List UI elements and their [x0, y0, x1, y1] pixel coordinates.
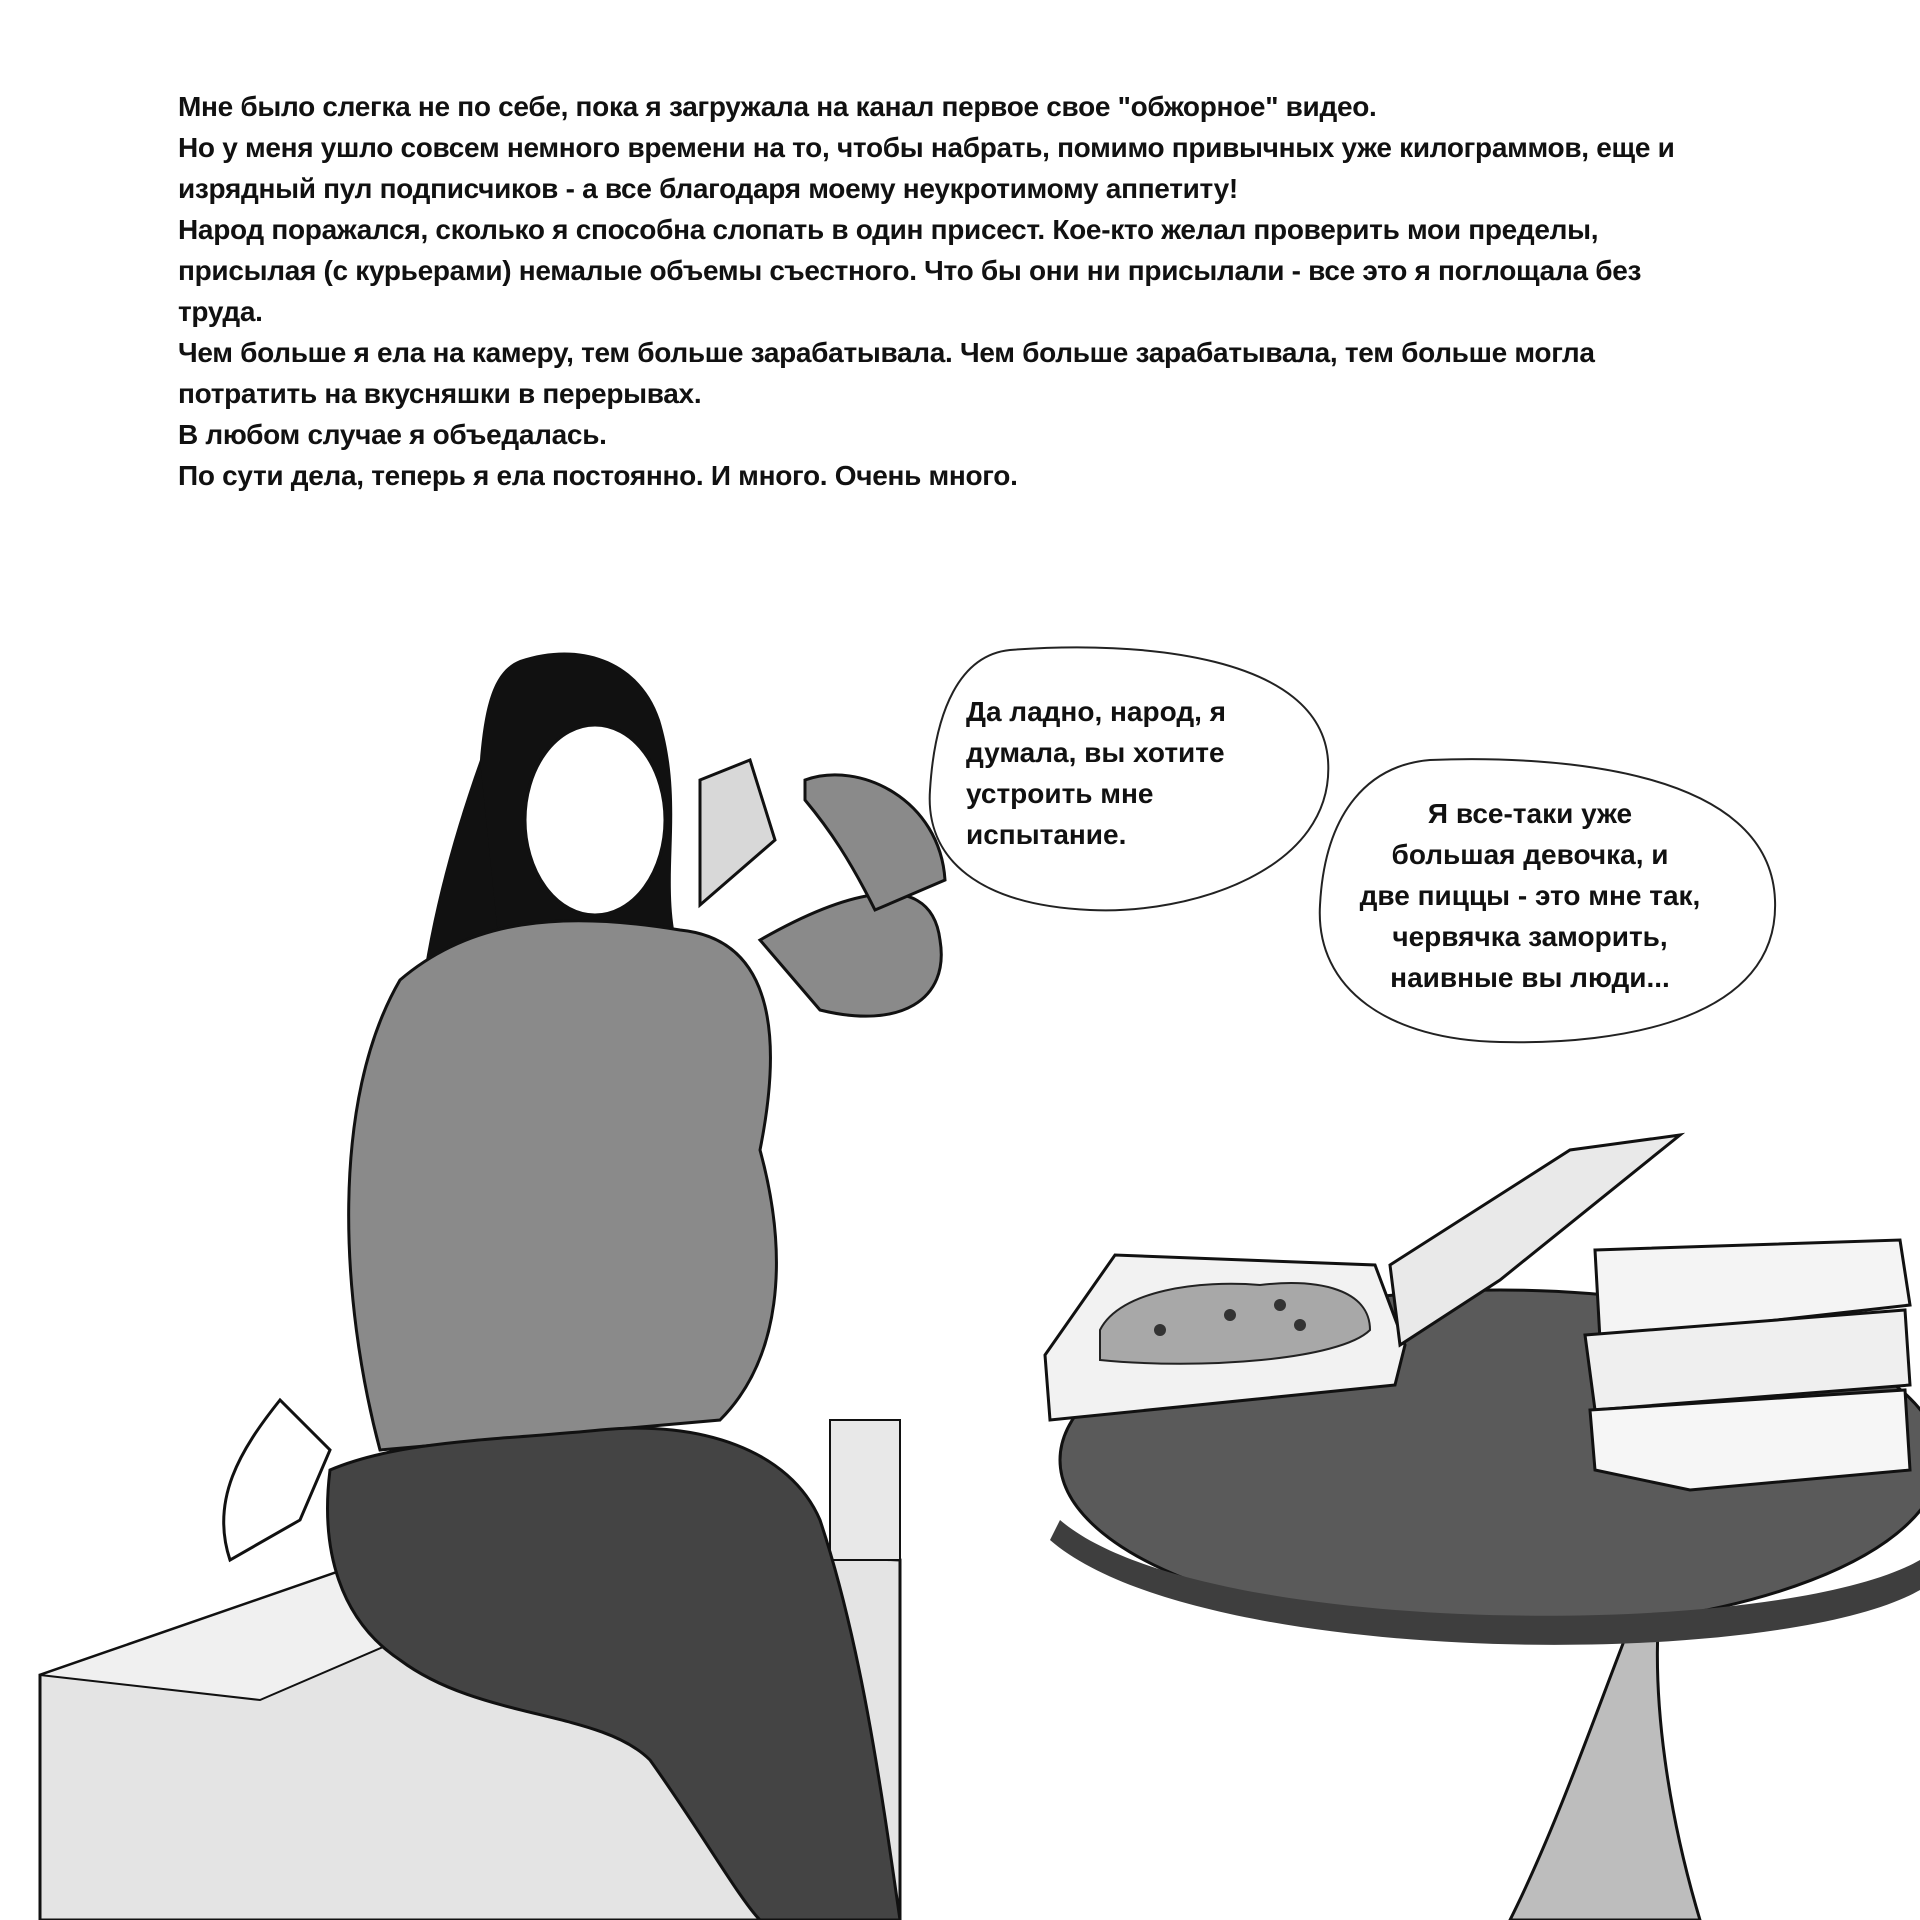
- narration-line: Народ поражался, сколько я способна слопать в один присест. Кое-кто желал проверить мои пределы,: [178, 214, 1599, 245]
- bubble-line: думала, вы хотите: [966, 737, 1225, 768]
- speech-bubble-left-text: [966, 691, 1226, 855]
- narration-line: Мне было слегка не по себе, пока я загружала на канал первое свое "обжорное" видео.: [178, 91, 1377, 122]
- narration-line: В любом случае я объедалась.: [178, 419, 607, 450]
- bubble-line: устроить мне: [966, 778, 1154, 809]
- bubble-line: Я все-таки уже: [1427, 798, 1633, 829]
- bubble-line: червячка заморить,: [1392, 921, 1668, 952]
- narration-line: Чем больше я ела на камеру, тем больше зарабатывала. Чем больше зарабатывала, тем больше могла: [178, 337, 1595, 368]
- narration-line: изрядный пул подписчиков - а все благодаря моему неукротимому аппетиту!: [178, 173, 1238, 204]
- narration-line: потратить на вкусняшки в перерывах.: [178, 378, 702, 409]
- bubble-line: две пиццы - это мне так,: [1359, 880, 1701, 911]
- bubble-line: Да ладно, народ, я: [966, 696, 1226, 727]
- narration-line: Но у меня ушло совсем немного времени на то, чтобы набрать, помимо привычных уже килограммов, еще и: [178, 132, 1675, 163]
- bubble-line: испытание.: [966, 819, 1127, 850]
- speech-bubble-right-text: [1340, 793, 1720, 998]
- narration-line: присылая (с курьерами) немалые объемы съестного. Что бы они ни присылали - все это я поглощала без: [178, 255, 1642, 286]
- bubble-line: наивные вы люди...: [1390, 962, 1670, 993]
- narration-line: труда.: [178, 296, 263, 327]
- narration-line: По сути дела, теперь я ела постоянно. И много. Очень много.: [178, 460, 1018, 491]
- bubble-line: большая девочка, и: [1391, 839, 1669, 870]
